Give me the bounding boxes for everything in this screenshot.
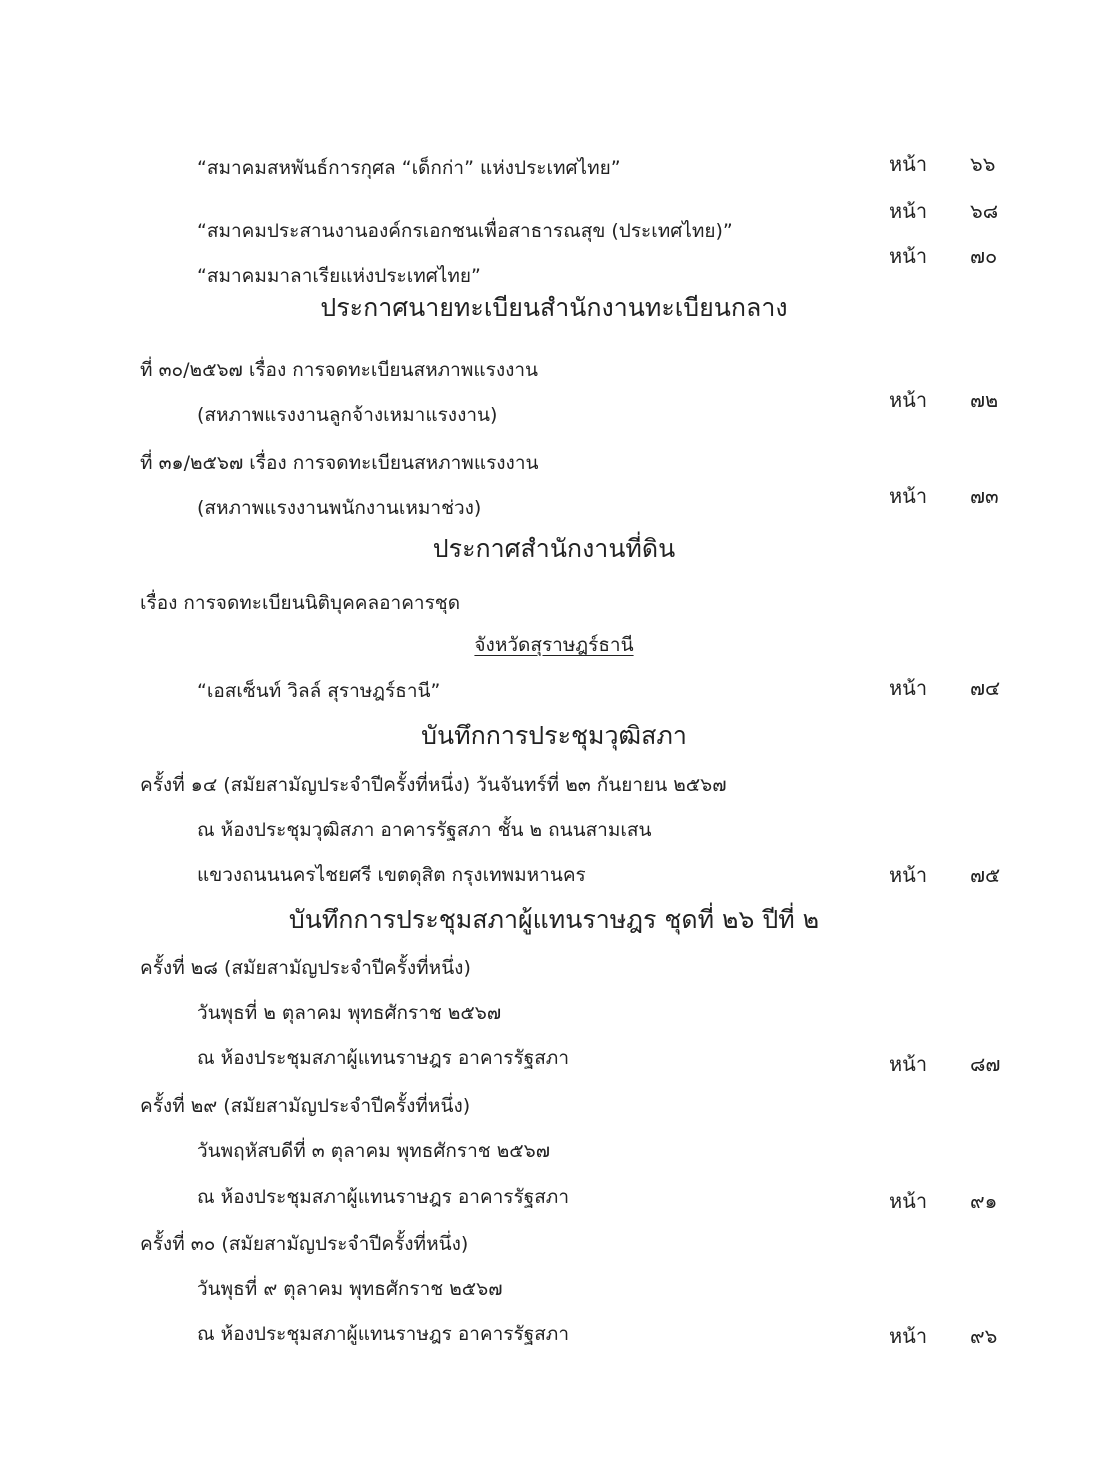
entry-1-text: “สมาคมสหพันธ์การกุศล “เด็กก่า” แห่งประเทศไทย”	[197, 157, 621, 179]
entry-2-text: “สมาคมประสานงานองค์กรเอกชนเพื่อสาธารณสุข (ประเทศไทย)”	[197, 220, 733, 242]
land-province: จังหวัดสุราษฎร์ธานี	[474, 634, 634, 656]
section-heading-central-registrar: ประกาศนายทะเบียนสำนักงานทะเบียนกลาง	[320, 293, 788, 322]
house-session-1-page-label: หน้า	[889, 1052, 928, 1076]
house-session-2: ครั้งที่ ๒๙ (สมัยสามัญประจำปีครั้งที่หนึ่ง)	[140, 1095, 471, 1117]
house-session-3: ครั้งที่ ๓๐ (สมัยสามัญประจำปีครั้งที่หนึ่ง)	[140, 1233, 469, 1255]
land-item: “เอสเซ็นท์ วิลล์ สุราษฎร์ธานี”	[197, 680, 441, 702]
house-session-3-venue: ณ ห้องประชุมสภาผู้แทนราษฎร อาคารรัฐสภา	[197, 1323, 569, 1345]
registration-2-title: ที่ ๓๑/๒๕๖๗ เรื่อง การจดทะเบียนสหภาพแรงงาน	[140, 452, 539, 474]
entry-1-page-label: หน้า	[889, 152, 928, 176]
senate-page-number: ๗๕	[970, 863, 1001, 887]
house-session-2-date: วันพฤหัสบดีที่ ๓ ตุลาคม พุทธศักราช ๒๕๖๗	[197, 1140, 550, 1162]
house-session-1-venue: ณ ห้องประชุมสภาผู้แทนราษฎร อาคารรัฐสภา	[197, 1047, 569, 1069]
house-session-2-page-label: หน้า	[889, 1189, 928, 1213]
senate-page-label: หน้า	[889, 863, 928, 887]
section-heading-senate: บันทึกการประชุมวุฒิสภา	[421, 721, 687, 750]
registration-2-union-name: (สหภาพแรงงานพนักงานเหมาช่วง)	[197, 497, 482, 519]
house-session-1-page-number: ๘๗	[970, 1052, 1001, 1076]
entry-2-page-number: ๖๘	[970, 199, 999, 223]
registration-2-page-label: หน้า	[889, 484, 928, 508]
land-subject: เรื่อง การจดทะเบียนนิติบุคคลอาคารชุด	[140, 592, 461, 614]
land-page-label: หน้า	[889, 676, 928, 700]
registration-1-union-name: (สหภาพแรงงานลูกจ้างเหมาแรงงาน)	[197, 404, 498, 426]
house-session-2-page-number: ๙๑	[970, 1189, 998, 1213]
entry-3-page-label: หน้า	[889, 244, 928, 268]
land-page-number: ๗๔	[970, 676, 1001, 700]
house-session-1: ครั้งที่ ๒๘ (สมัยสามัญประจำปีครั้งที่หนึ่ง)	[140, 957, 471, 979]
house-session-3-page-label: หน้า	[889, 1324, 928, 1348]
senate-venue: ณ ห้องประชุมวุฒิสภา อาคารรัฐสภา ชั้น ๒ ถนนสามเสน	[197, 819, 652, 841]
registration-2-page-number: ๗๓	[970, 484, 999, 508]
registration-1-page-number: ๗๒	[970, 388, 999, 412]
senate-address: แขวงถนนนครไชยศรี เขตดุสิต กรุงเทพมหานคร	[197, 864, 586, 886]
entry-3-page-number: ๗๐	[970, 244, 998, 268]
house-session-1-date: วันพุธที่ ๒ ตุลาคม พุทธศักราช ๒๕๖๗	[197, 1002, 502, 1024]
entry-1-page-number: ๖๖	[970, 152, 996, 176]
house-session-3-page-number: ๙๖	[970, 1324, 998, 1348]
registration-1-title: ที่ ๓๐/๒๕๖๗ เรื่อง การจดทะเบียนสหภาพแรงงาน	[140, 359, 539, 381]
entry-3-text: “สมาคมมาลาเรียแห่งประเทศไทย”	[197, 265, 481, 287]
section-heading-house: บันทึกการประชุมสภาผู้แทนราษฎร ชุดที่ ๒๖ ปีที่ ๒	[288, 905, 820, 934]
house-session-3-date: วันพุธที่ ๙ ตุลาคม พุทธศักราช ๒๕๖๗	[197, 1278, 503, 1300]
senate-session: ครั้งที่ ๑๔ (สมัยสามัญประจำปีครั้งที่หนึ่ง) วันจันทร์ที่ ๒๓ กันยายน ๒๕๖๗	[140, 774, 727, 796]
registration-1-page-label: หน้า	[889, 388, 928, 412]
entry-2-page-label: หน้า	[889, 199, 928, 223]
section-heading-land-office: ประกาศสำนักงานที่ดิน	[432, 534, 676, 563]
house-session-2-venue: ณ ห้องประชุมสภาผู้แทนราษฎร อาคารรัฐสภา	[197, 1186, 569, 1208]
